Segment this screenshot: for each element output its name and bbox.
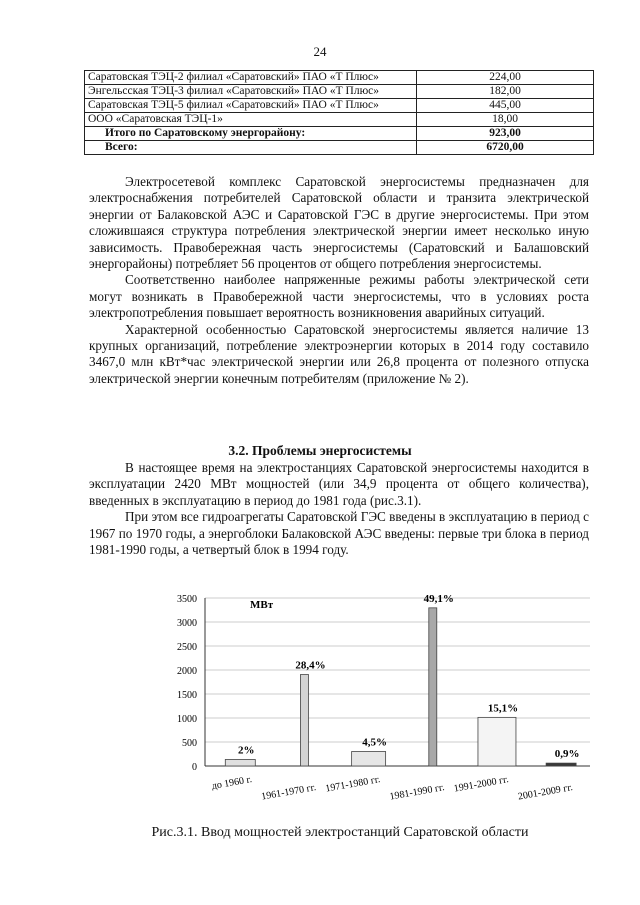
- bar: [546, 763, 576, 766]
- capacity-commissioning-chart: [150, 588, 600, 818]
- y-tick-label: 2000: [177, 666, 197, 677]
- table-row: [85, 99, 594, 113]
- data-label: 49,1%: [423, 592, 454, 605]
- paragraph: В настоящее время на электростанциях Саратовской энергосистемы находится в эксплуатации 2420 МВт мощностей (или 34,9 процента от общего количества), введенных в эксплуатацию в период до 1981 года (рис.3.1).: [89, 460, 589, 508]
- subtotal-label: Итого по Саратовскому энергорайону:: [85, 127, 417, 141]
- station-capacity: 18,00: [417, 113, 594, 127]
- x-tick-label: 1971-1980 гг.: [324, 774, 382, 795]
- total-label: Всего:: [85, 141, 417, 155]
- data-label: 0,9%: [554, 748, 580, 761]
- x-tick-label: 1991-2000 гг.: [453, 774, 510, 795]
- table-row: [85, 113, 594, 127]
- paragraph: Соответственно наиболее напряженные режимы работы электрической сети могут возникать в Правобережной части энергосистемы, что в условиях роста электропотребления повышает вероятность возникновения аварийных ситуаций.: [89, 272, 589, 321]
- bar: [300, 675, 308, 766]
- figure-caption: Рис.3.1. Ввод мощностей электростанций Саратовской области: [151, 825, 529, 840]
- subtotal-row: [85, 127, 594, 141]
- x-tick-label: 1981-1990 гг.: [388, 782, 446, 803]
- y-tick-label: 2500: [177, 642, 197, 653]
- section-heading: 3.2. Проблемы энергосистемы: [228, 443, 412, 458]
- x-tick-label: до 1960 г.: [210, 774, 253, 792]
- table-row: [85, 85, 594, 99]
- subtotal-value: 923,00: [417, 127, 594, 141]
- x-tick-label: 1961-1970 гг.: [260, 782, 317, 803]
- station-capacity: 224,00: [417, 71, 594, 85]
- table-row: [85, 71, 594, 85]
- y-tick-label: 1500: [177, 690, 197, 701]
- data-label: 2%: [238, 744, 255, 757]
- page-number: 24: [313, 44, 327, 59]
- station-name: Энгельсская ТЭЦ-3 филиал «Саратовский» ПАО «Т Плюс»: [85, 85, 417, 99]
- unit-label: МВт: [250, 599, 274, 611]
- total-row: [85, 141, 594, 155]
- station-capacity: 182,00: [417, 85, 594, 99]
- bar: [429, 608, 437, 766]
- x-tick-label: 2001-2009 гг.: [517, 782, 574, 803]
- capacity-table: [84, 70, 594, 155]
- y-tick-label: 3500: [177, 594, 197, 605]
- y-tick-label: 0: [192, 762, 197, 773]
- bar: [352, 752, 386, 766]
- y-tick-label: 500: [182, 738, 197, 749]
- body-text-block-2: [89, 460, 589, 558]
- paragraph: Характерной особенностью Саратовской энергосистемы является наличие 13 крупных организаций, потребление электроэнергии которых в 2014 году составило 3467,0 млн кВт*час электрической энергии или 26,8 процента от полезного отпуска электрической энергии конечным потребителям (приложение № 2).: [89, 321, 589, 386]
- data-label: 28,4%: [295, 659, 326, 672]
- station-name: Саратовская ТЭЦ-2 филиал «Саратовский» ПАО «Т Плюс»: [85, 71, 417, 85]
- bar: [478, 717, 516, 766]
- station-name: ООО «Саратовская ТЭЦ-1»: [85, 113, 417, 127]
- bar: [225, 759, 255, 766]
- data-label: 15,1%: [487, 702, 519, 715]
- paragraph: При этом все гидроагрегаты Саратовской ГЭС введены в эксплуатацию в период с 1967 по 1970 годы, а энергоблоки Балаковской АЭС введены: первые три блока в период 1981-1990 годы, а четвертый блок в 1994 году.: [89, 509, 589, 558]
- station-capacity: 445,00: [417, 99, 594, 113]
- station-name: Саратовская ТЭЦ-5 филиал «Саратовский» ПАО «Т Плюс»: [85, 99, 417, 113]
- y-tick-label: 1000: [177, 714, 197, 725]
- data-label: 4,5%: [362, 736, 387, 749]
- body-text-block-1: [89, 174, 589, 387]
- total-value: 6720,00: [417, 141, 594, 155]
- paragraph: Электросетевой комплекс Саратовской энергосистемы предназначен для электроснабжения потребителей Саратовской области и транзита электрической энергии от Балаковской АЭС и Саратовской ГЭС в другие энергосистемы. При этом сложившаяся структура потребления электрической энергии имеет несколько иную зависимость. Правобережная часть энергосистемы (Саратовский и Балашовский энергорайоны) потребляет 56 процентов от общего потребления энергосистемы.: [89, 174, 589, 272]
- y-tick-label: 3000: [177, 618, 197, 629]
